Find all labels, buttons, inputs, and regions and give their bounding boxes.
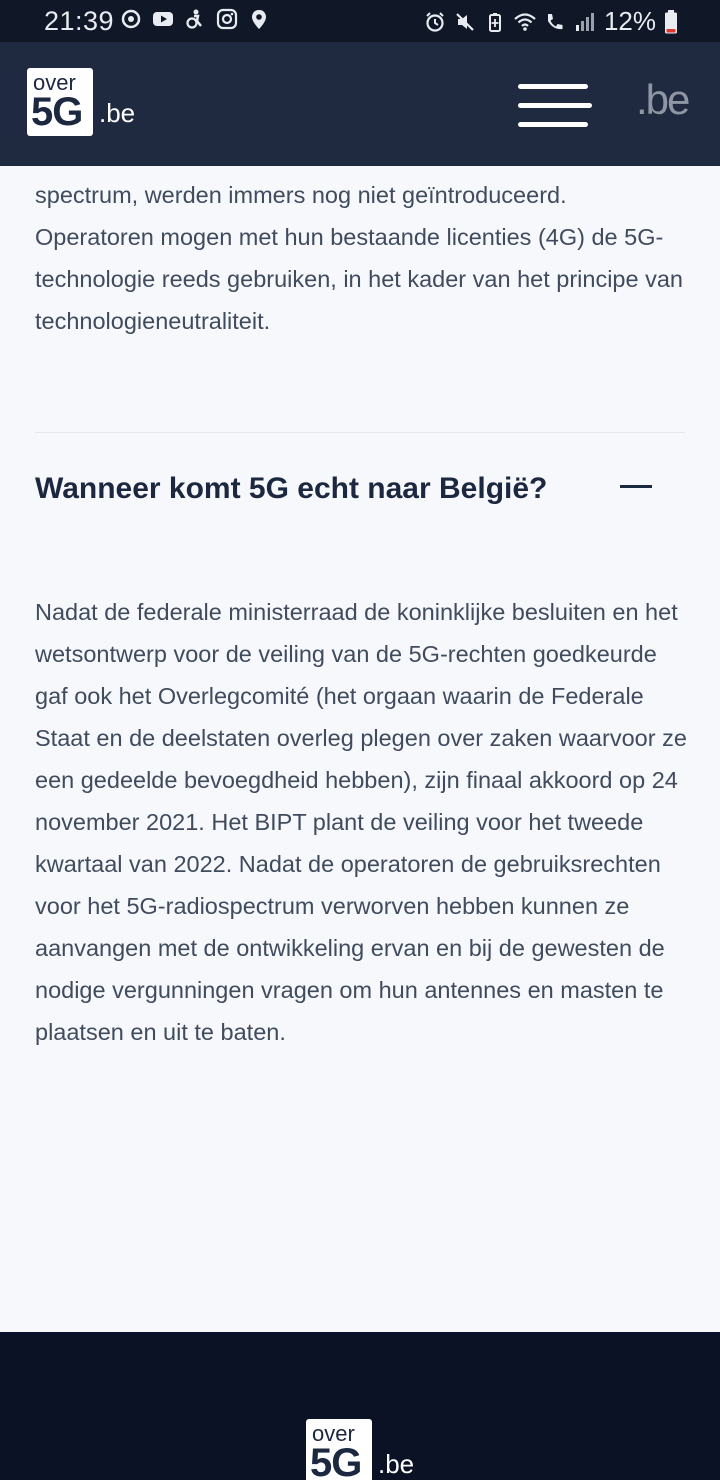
sync-icon — [120, 8, 142, 30]
minus-icon[interactable] — [620, 476, 652, 498]
location-icon — [248, 8, 270, 30]
logo-5g-text: 5G — [31, 90, 83, 134]
logo-over-text: over — [33, 70, 76, 95]
footer-logo-box — [306, 1419, 415, 1480]
faq-question[interactable]: Wanneer komt 5G echt naar België? — [35, 472, 548, 505]
belgium-gov-mark[interactable]: .be — [636, 76, 689, 123]
site-footer — [0, 1332, 720, 1480]
main-content — [35, 166, 685, 342]
call-signal-icon — [544, 11, 566, 33]
battery-percentage: 12% — [603, 6, 656, 36]
signal-bars-icon — [574, 11, 596, 33]
status-icons-right — [424, 6, 678, 37]
footer-logo-5g-text: 5G — [310, 1441, 362, 1480]
logo-be-text: .be — [99, 98, 136, 128]
site-header — [0, 42, 720, 166]
faq-divider — [35, 432, 685, 433]
footer-logo[interactable] — [306, 1419, 415, 1480]
youtube-icon — [152, 8, 174, 30]
battery-icon — [664, 10, 678, 34]
status-time: 21:39 — [44, 6, 115, 36]
accessibility-icon — [184, 8, 206, 30]
alarm-icon — [424, 11, 446, 33]
site-logo[interactable] — [27, 68, 136, 136]
footer-logo-be-text: .be — [378, 1449, 415, 1479]
intro-paragraph: spectrum, werden immers nog niet geïntroduceerd. Operatoren mogen met hun bestaande licenties (4G) de 5G-technologie reeds gebruiken, in het kader van het principe van technologieneutraliteit. — [35, 182, 683, 334]
battery-saver-icon — [484, 11, 506, 33]
status-icons-left — [120, 8, 270, 30]
faq-answer: Nadat de federale ministerraad de koninklijke besluiten en het wetsontwerp voor de veiling van de 5G-rechten goedkeurde gaf ook het Overlegcomité (het orgaan waarin de Federale Staat en de deelstaten overleg plegen over zaken waarvoor ze een gedeelde bevoegdheid hebben), zijn finaal akkoord op 24 november 2021. Het BIPT plant de veiling voor het tweede kwartaal van 2022. Nadat de operatoren de gebruiksrechten voor het 5G-radiospectrum verworven hebben kunnen ze aanvangen met de ontwikkeling ervan en bij de gewesten de nodige vergunningen vragen om hun antennes en masten te plaatsen en uit te baten. — [35, 599, 687, 1045]
status-bar — [0, 0, 720, 42]
mute-icon — [454, 11, 476, 33]
wifi-icon — [514, 11, 536, 33]
footer-logo-over-text: over — [312, 1421, 355, 1446]
hamburger-menu-icon[interactable] — [518, 84, 592, 128]
logo-box — [27, 68, 136, 136]
instagram-icon — [216, 8, 238, 30]
